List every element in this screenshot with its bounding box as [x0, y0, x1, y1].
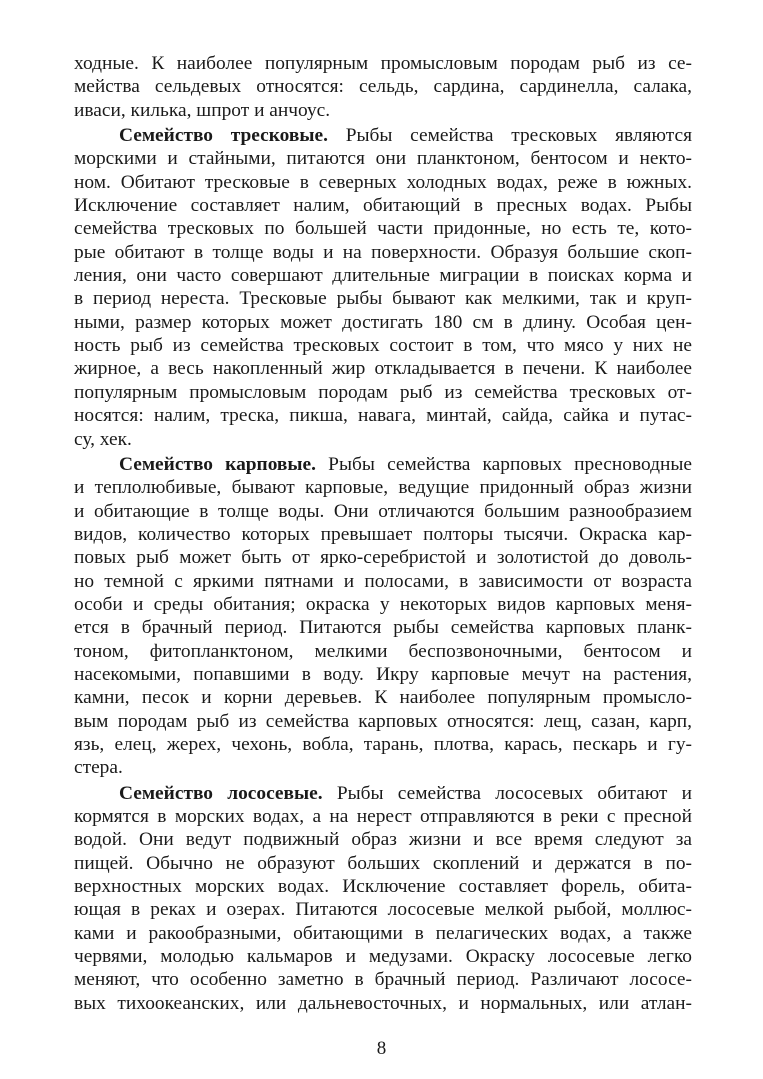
text-line: ющая в реках и озерах. Питаются лососевые мелкой рыбой, моллюс- [74, 899, 692, 921]
text-line: вых тихоокеанских, или дальневосточных, и нормальных, или атлан- [74, 992, 692, 1014]
text-line: морскими и стайными, питаются они планктоном, бентосом и некто- [74, 148, 692, 170]
text-line: носятся: налим, треска, пикша, навага, минтай, сайда, сайка и путас- [74, 405, 692, 427]
text-line: ками и ракообразными, обитающими в пелагических водах, а также [74, 922, 692, 944]
text-line: пищей. Обычно не образуют больших скоплений и держатся в по- [74, 852, 692, 874]
text-line: жирное, а весь накопленный жир откладывается в печени. К наиболее [74, 358, 692, 380]
text-line: рые обитают в толще воды и на поверхности. Образуя большие скоп- [74, 241, 692, 263]
text-line: верхностных морских водах. Исключение составляет форель, обита- [74, 876, 692, 898]
text-line: Исключение составляет налим, обитающий в пресных водах. Рыбы [74, 195, 692, 217]
section-heading: Семейство тресковые. [119, 125, 328, 147]
text-line: в период нереста. Тресковые рыбы бывают как мелкими, так и круп- [74, 288, 692, 310]
text-run: Рыбы семейства лососевых обитают и [322, 782, 692, 804]
text-line: язь, елец, жерех, чехонь, вобла, тарань, плотва, карась, пескарь и гу- [74, 733, 692, 755]
text-line: ется в брачный период. Питаются рыбы семейства карповых планк- [74, 617, 692, 639]
text-line: тоном, фитопланктоном, мелкими беспозвоночными, бентосом и [74, 640, 692, 662]
paragraph-carp [74, 453, 692, 780]
text-line: семейства тресковых по большей части придонные, но есть те, кото- [74, 218, 692, 240]
text-run: Рыбы семейства карповых пресноводные [316, 453, 692, 475]
text-line [74, 453, 692, 476]
page-body [74, 52, 692, 1015]
text-line: стера. [74, 757, 123, 779]
text-line: су, хек. [74, 428, 132, 450]
paragraph-salmon [74, 782, 692, 1015]
section-heading: Семейство карповые. [119, 453, 316, 475]
text-line: и теплолюбивые, бывают карповые, ведущие придонный образ жизни [74, 477, 692, 499]
text-line: ления, они часто совершают длительные миграции в поисках корма и [74, 265, 692, 287]
paragraph-cod [74, 124, 692, 451]
text-line: ность рыб из семейства тресковых состоит в том, что мясо у них не [74, 335, 692, 357]
text-line: видов, количество которых превышает полторы тысячи. Окраска кар- [74, 523, 692, 545]
text-line: червями, молодью кальмаров и медузами. Окраску лососевые легко [74, 946, 692, 968]
text-line: ходные. К наиболее популярным промысловым породам рыб из се- [74, 53, 692, 74]
text-line: особи и среды обитания; окраска у некоторых видов карповых меня- [74, 593, 692, 615]
text-line: кормятся в морских водах, а на нерест отправляются в реки с пресной [74, 806, 692, 827]
text-line: водой. Они ведут подвижный образ жизни и все время следуют за [74, 829, 692, 851]
text-line: камни, песок и корни деревьев. К наиболее популярным промысло- [74, 687, 692, 709]
text-line: вым породам рыб из семейства карповых относятся: лещ, сазан, карп, [74, 710, 692, 732]
text-line: иваси, килька, шпрот и анчоус. [74, 99, 331, 121]
text-line [74, 124, 692, 147]
text-line: но темной с яркими пятнами и полосами, в зависимости от возраста [74, 570, 692, 592]
text-run: Рыбы семейства тресковых являются [327, 125, 692, 147]
text-line: меняют, что особенно заметно в брачный период. Различают лососе- [74, 969, 692, 991]
text-line: повых рыб может быть от ярко-серебристой и золотистой до доволь- [74, 547, 692, 569]
paragraph [74, 52, 692, 122]
text-line: насекомыми, попавшими в воду. Икру карповые мечут на растения, [74, 663, 692, 685]
text-line: ном. Обитают тресковые в северных холодных водах, реже в южных. [74, 171, 692, 193]
section-heading: Семейство лососевые. [119, 782, 323, 804]
text-line: и обитающие в толще воды. Они отличаются большим разнообразием [74, 500, 692, 522]
text-line: ными, размер которых может достигать 180 см в длину. Особая цен- [74, 311, 692, 333]
text-line: популярным промысловым породам рыб из семейства тресковых от- [74, 381, 692, 403]
text-line [74, 782, 692, 805]
text-line: мейства сельдевых относятся: сельдь, сардина, сардинелла, салака, [74, 76, 692, 98]
page-number: 8 [376, 1038, 387, 1059]
